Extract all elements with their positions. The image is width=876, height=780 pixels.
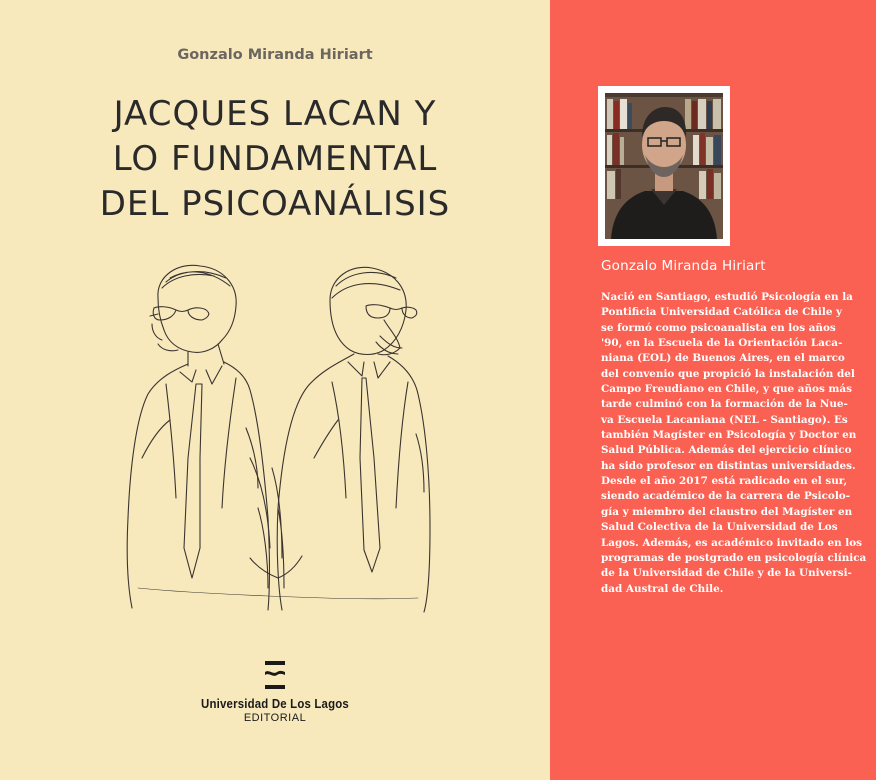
bio-line: Lagos. Además, es académico invitado en los — [601, 536, 862, 549]
bio-line: va Escuela Lacaniana (NEL - Santiago). Es — [601, 413, 848, 426]
back-author-name: Gonzalo Miranda Hiriart — [601, 258, 766, 274]
publisher-subtitle: EDITORIAL — [243, 712, 307, 724]
title-line: LO FUNDAMENTAL — [112, 139, 438, 179]
bio-line: ha sido profesor en distintas universidades. — [601, 459, 856, 472]
bio-line: gía y miembro del claustro del Magíster en — [601, 505, 853, 518]
title-line: DEL PSICOANÁLISIS — [99, 184, 451, 224]
bio-line: dad Austral de Chile. — [601, 582, 724, 595]
author-biography — [601, 290, 867, 597]
bio-line: de la Universidad de Chile y de la Universi- — [601, 567, 852, 580]
author-portrait-image — [605, 93, 723, 239]
book-title — [0, 92, 550, 227]
bio-line: Campo Freudiano en Chile, y que años más — [601, 383, 853, 396]
bio-line: Nació en Santiago, estudió Psicología en la — [601, 291, 853, 303]
bio-line: programas de postgrado en psicología clínica — [601, 551, 867, 564]
bio-line: '90, en la Escuela de la Orientación Laca- — [601, 337, 843, 350]
publisher-logo — [0, 660, 550, 724]
author-photo — [598, 86, 730, 246]
bio-line: Salud Colectiva de la Universidad de Los — [601, 521, 838, 534]
bio-line: tarde culminó con la formación de la Nue- — [601, 398, 848, 411]
publisher-name: Universidad De Los Lagos — [201, 696, 349, 711]
university-logo-icon — [262, 660, 288, 690]
bio-line: también Magíster en Psicología y Doctor en — [601, 429, 857, 442]
bio-line: Pontificia Universidad Católica de Chile y — [601, 306, 843, 319]
cover-illustration — [118, 258, 434, 614]
bio-line: niana (EOL) de Buenos Aires, en el marco — [601, 352, 845, 365]
bio-line: Salud Pública. Además del ejercicio clínico — [601, 444, 852, 457]
bio-line: siendo académico de la carrera de Psicolo- — [601, 490, 851, 503]
title-line: JACQUES LACAN Y — [113, 94, 437, 134]
bio-line: se formó como psicoanalista en los años — [601, 321, 836, 334]
front-author-name: Gonzalo Miranda Hiriart — [177, 47, 373, 63]
bio-line: Desde el año 2017 está radicado en el sur, — [601, 475, 848, 488]
bio-line: del convenio que propició la instalación del — [601, 367, 855, 380]
